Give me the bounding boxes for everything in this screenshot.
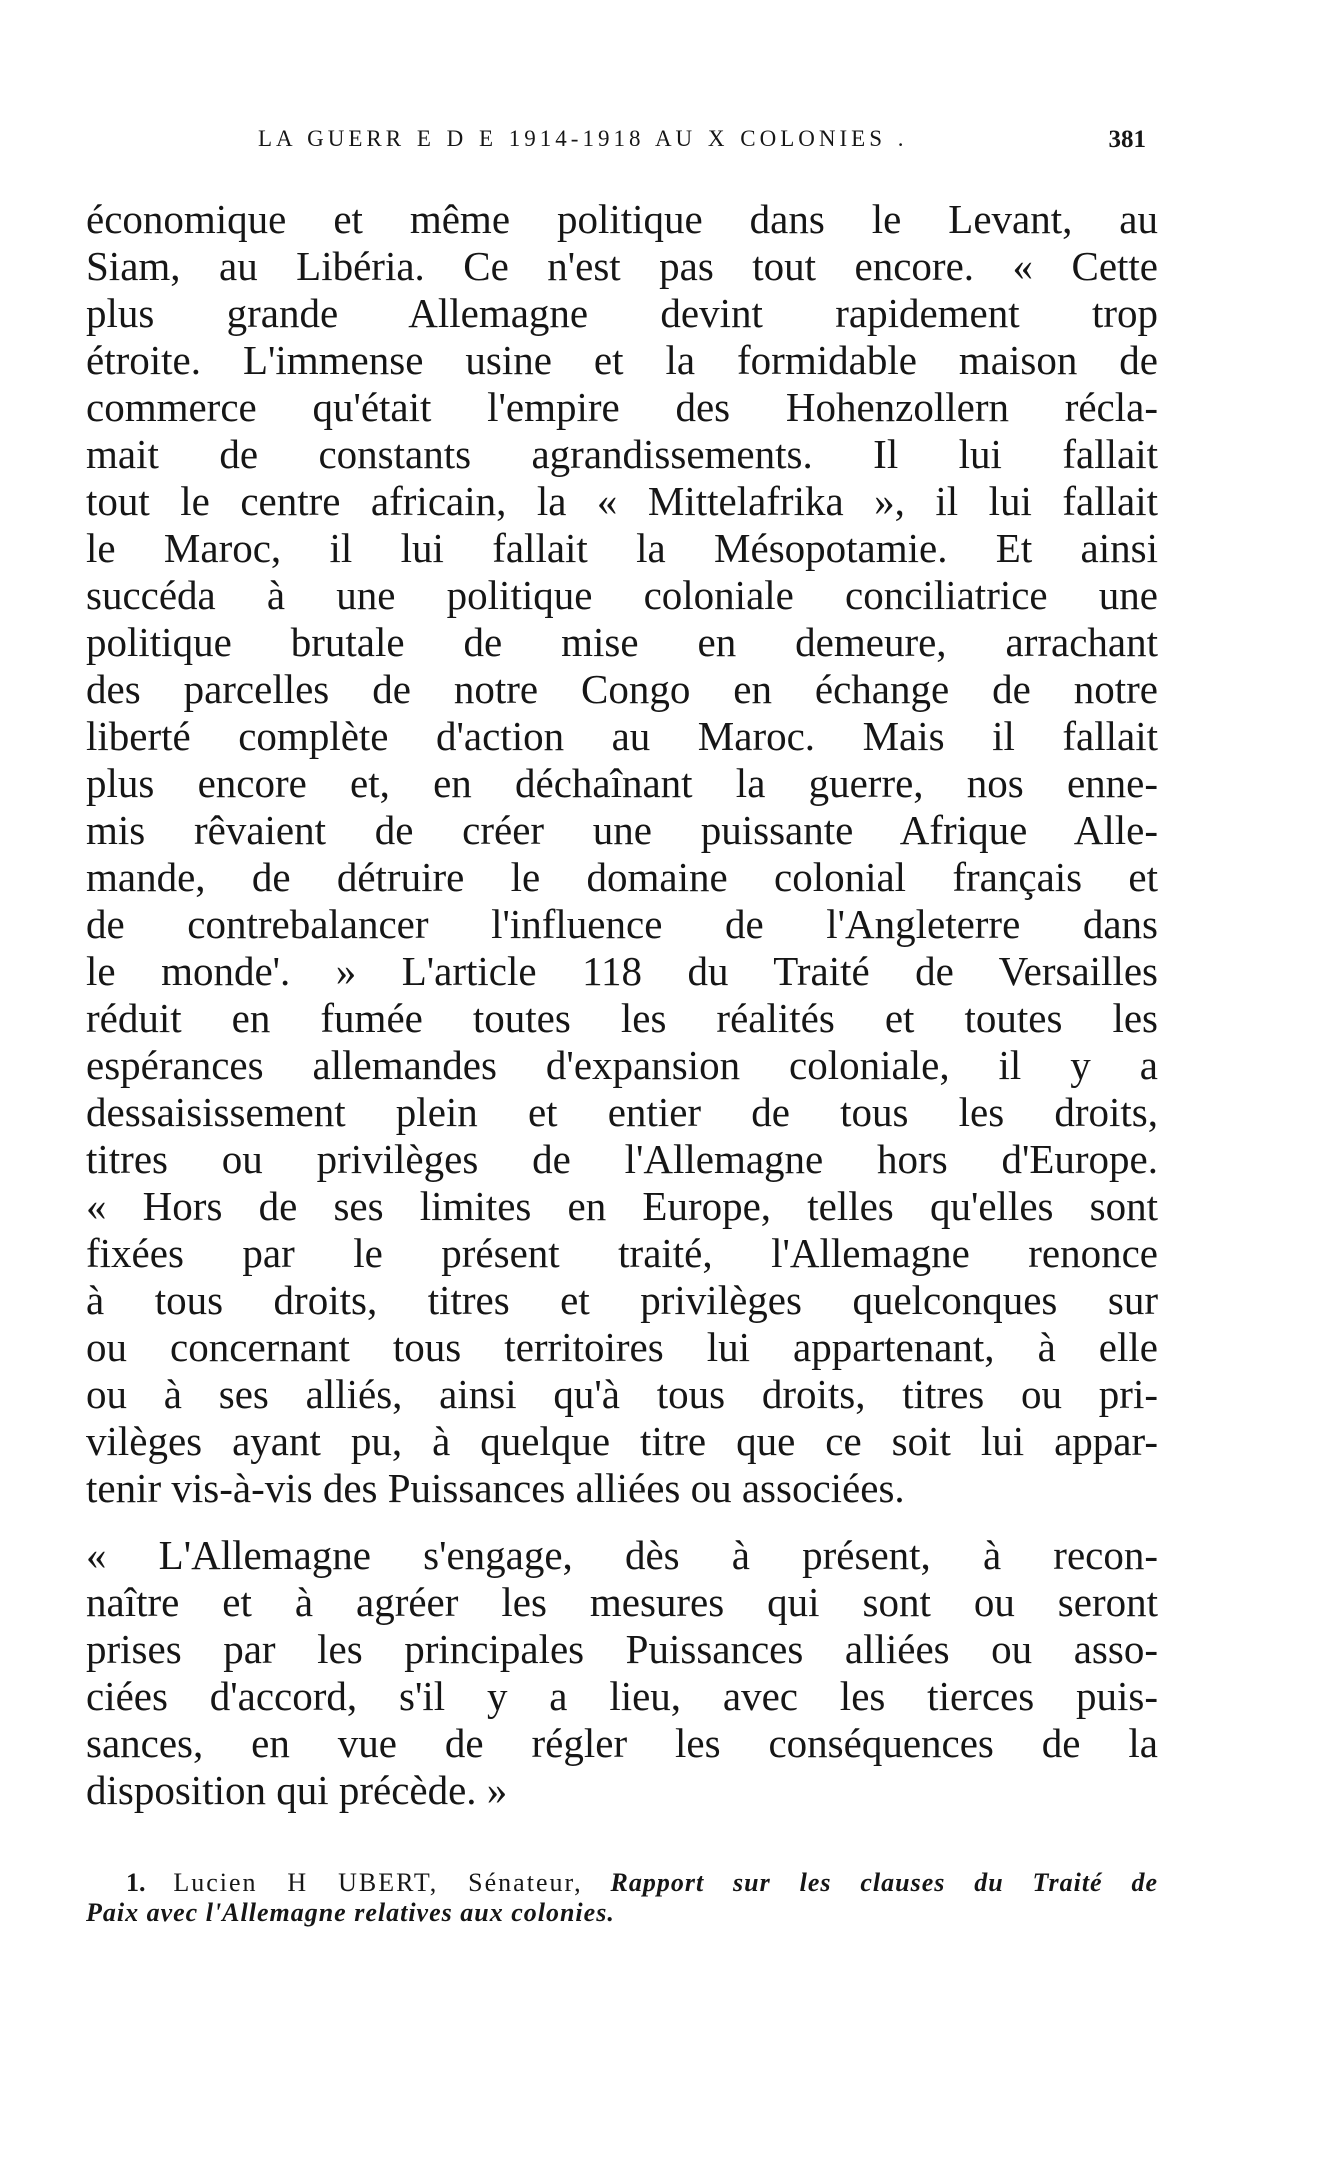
text-line: espérances allemandes d'expansion coloniale, il y a (86, 1042, 1158, 1088)
text-line: le monde'. » L'article 118 du Traité de Versailles (86, 948, 1158, 994)
paragraph-2 (86, 1532, 1158, 1814)
text-line: dessaisissement plein et entier de tous les droits, (86, 1089, 1158, 1135)
text-line: tout le centre africain, la « Mittelafrika », il lui fallait (86, 478, 1158, 524)
text-line: politique brutale de mise en demeure, arrachant (86, 619, 1158, 665)
paragraph-1 (86, 196, 1158, 1512)
footnote (86, 1868, 1158, 1928)
text-line: économique et même politique dans le Levant, au (86, 196, 1158, 242)
footnote-title: Rapport sur les clauses du Traité de (610, 1868, 1158, 1897)
body-text (86, 196, 1158, 1814)
running-head (86, 118, 1146, 168)
paragraph-gap (86, 1512, 1158, 1532)
text-line: « Hors de ses limites en Europe, telles qu'elles sont (86, 1183, 1158, 1229)
footnote-title-continued: Paix avec l'Allemagne relatives aux colonies. (86, 1898, 615, 1927)
text-line: vilèges ayant pu, à quelque titre que ce soit lui appar- (86, 1418, 1158, 1464)
text-line: plus grande Allemagne devint rapidement trop (86, 290, 1158, 336)
text-line: mande, de détruire le domaine colonial français et (86, 854, 1158, 900)
text-line: ou à ses alliés, ainsi qu'à tous droits, titres ou pri- (86, 1371, 1158, 1417)
footnote-author: Lucien H UBERT, Sénateur, (173, 1868, 583, 1897)
text-line: tenir vis-à-vis des Puissances alliées ou associées. (86, 1465, 905, 1511)
text-line: titres ou privilèges de l'Allemagne hors d'Europe. (86, 1136, 1158, 1182)
text-line: « L'Allemagne s'engage, dès à présent, à recon- (86, 1532, 1158, 1578)
footnote-number: 1. (126, 1868, 146, 1897)
text-line: prises par les principales Puissances alliées ou asso- (86, 1626, 1158, 1672)
text-line: mis rêvaient de créer une puissante Afrique Alle- (86, 807, 1158, 853)
text-line: le Maroc, il lui fallait la Mésopotamie. Et ainsi (86, 525, 1158, 571)
text-line: à tous droits, titres et privilèges quelconques sur (86, 1277, 1158, 1323)
page-number: 381 (1108, 126, 1146, 153)
text-line: liberté complète d'action au Maroc. Mais il fallait (86, 713, 1158, 759)
text-line: Siam, au Libéria. Ce n'est pas tout encore. « Cette (86, 243, 1158, 289)
text-line: sances, en vue de régler les conséquences de la (86, 1720, 1158, 1766)
text-line: naître et à agréer les mesures qui sont ou seront (86, 1579, 1158, 1625)
text-line: de contrebalancer l'influence de l'Angleterre dans (86, 901, 1158, 947)
text-line: plus encore et, en déchaînant la guerre, nos enne- (86, 760, 1158, 806)
text-line: succéda à une politique coloniale conciliatrice une (86, 572, 1158, 618)
text-line: mait de constants agrandissements. Il lui fallait (86, 431, 1158, 477)
text-line: des parcelles de notre Congo en échange de notre (86, 666, 1158, 712)
text-line: ciées d'accord, s'il y a lieu, avec les tierces puis- (86, 1673, 1158, 1719)
text-line: ou concernant tous territoires lui appartenant, à elle (86, 1324, 1158, 1370)
text-line: réduit en fumée toutes les réalités et toutes les (86, 995, 1158, 1041)
text-line: fixées par le présent traité, l'Allemagne renonce (86, 1230, 1158, 1276)
footnote-line-2 (86, 1898, 1158, 1928)
text-line: disposition qui précède. » (86, 1767, 508, 1813)
text-line: étroite. L'immense usine et la formidable maison de (86, 337, 1158, 383)
text-line: commerce qu'était l'empire des Hohenzollern récla- (86, 384, 1158, 430)
footnote-line-1 (86, 1868, 1158, 1898)
running-title: LA GUERR E D E 1914-1918 AU X COLONIES . (258, 126, 908, 151)
